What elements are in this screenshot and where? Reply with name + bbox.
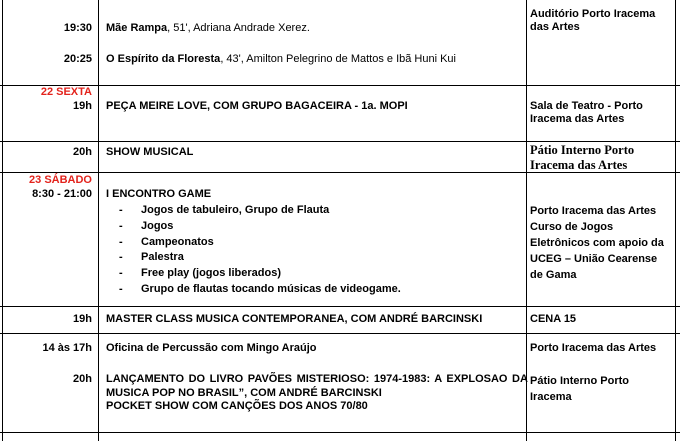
event-time: 20:25 — [63, 53, 92, 65]
event-location — [530, 100, 643, 126]
event-location — [530, 143, 634, 173]
event-title: PEÇA MEIRE LOVE, COM GRUPO BAGACEIRA - 1a. MOPI — [106, 100, 408, 112]
day-label: 22 SEXTA — [40, 86, 92, 98]
event-title: I ENCONTRO GAME — [106, 188, 212, 200]
event-location — [530, 8, 655, 34]
row-divider — [0, 141, 680, 142]
location-line: Pátio Interno Porto — [530, 375, 629, 387]
title-line: MUSICA POP NO BRASIL”, COM ANDRÉ BARCINSKI — [106, 386, 382, 399]
location-line: Iracema das Artes — [530, 158, 628, 172]
location-line: Auditório Porto Iracema — [530, 8, 656, 20]
list-item: - — [119, 267, 123, 279]
event-location — [530, 342, 656, 355]
list-item: Jogos — [141, 220, 174, 232]
column-divider-time — [98, 0, 99, 441]
table-border-left — [2, 0, 3, 441]
event-description — [106, 22, 310, 35]
event-title: O Espírito da Floresta — [106, 53, 221, 65]
event-time: 19h — [73, 313, 92, 325]
event-title: SHOW MUSICAL — [106, 146, 194, 158]
event-time: 19h — [73, 100, 92, 112]
location-line: Pátio Interno Porto — [530, 143, 635, 157]
event-title: MASTER CLASS MUSICA CONTEMPORANEA, COM ANDRÉ BARCINSKI — [106, 313, 483, 325]
event-time: 8:30 - 21:00 — [32, 188, 92, 200]
location-line: CENA 15 — [530, 313, 577, 325]
list-item: Campeonatos — [141, 236, 214, 248]
title-line: POCKET SHOW COM CANÇÕES DOS ANOS 70/80 — [106, 400, 368, 412]
location-line: UCEG – União Cearense — [530, 253, 658, 265]
day-label: 23 SÁBADO — [29, 174, 92, 186]
event-location — [530, 373, 629, 405]
row-divider — [0, 85, 680, 86]
event-location — [530, 203, 664, 283]
location-line: Iracema — [530, 391, 572, 403]
location-line: das Artes — [530, 21, 580, 33]
event-title: Oficina de Percussão com Mingo Araújo — [106, 342, 317, 354]
table-border-right — [675, 0, 676, 441]
row-divider — [0, 306, 680, 307]
list-item: - — [119, 204, 123, 216]
row-divider — [0, 333, 680, 334]
list-item: Grupo de flautas tocando músicas de videogame. — [141, 283, 401, 295]
event-details: , 51', Adriana Andrade Xerez. — [167, 22, 310, 34]
location-line: Sala de Teatro - Porto — [530, 100, 643, 112]
event-title: Mãe Rampa — [106, 22, 168, 34]
location-line: Curso de Jogos — [530, 221, 614, 233]
location-line: de Gama — [530, 269, 577, 281]
event-title — [106, 373, 528, 414]
list-item: Palestra — [141, 251, 184, 263]
list-item: - — [119, 283, 123, 295]
event-details: , 43', Amilton Pelegrino de Mattos e Ibã Huni Kui — [220, 53, 456, 65]
event-time: 14 às 17h — [42, 342, 92, 354]
list-item: - — [119, 251, 123, 263]
location-line: Eletrônicos com apoio da — [530, 237, 664, 249]
event-time: 20h — [73, 146, 92, 158]
location-line: Porto Iracema das Artes — [530, 342, 657, 354]
title-line: LANÇAMENTO DO LIVRO PAVÕES MISTERIOSO: 1974-1983: A EXPLOSAO DA — [106, 373, 528, 385]
event-location — [530, 313, 576, 326]
list-item: Jogos de tabuleiro, Grupo de Flauta — [141, 204, 330, 216]
list-item: - — [119, 220, 123, 232]
event-time: 19:30 — [63, 22, 92, 34]
list-item: - — [119, 236, 123, 248]
event-time: 20h — [73, 373, 92, 385]
list-item: Free play (jogos liberados) — [141, 267, 281, 279]
table-border-bottom — [0, 432, 680, 433]
event-description — [106, 53, 456, 66]
location-line: Porto Iracema das Artes — [530, 205, 657, 217]
location-line: Iracema das Artes — [530, 113, 625, 125]
